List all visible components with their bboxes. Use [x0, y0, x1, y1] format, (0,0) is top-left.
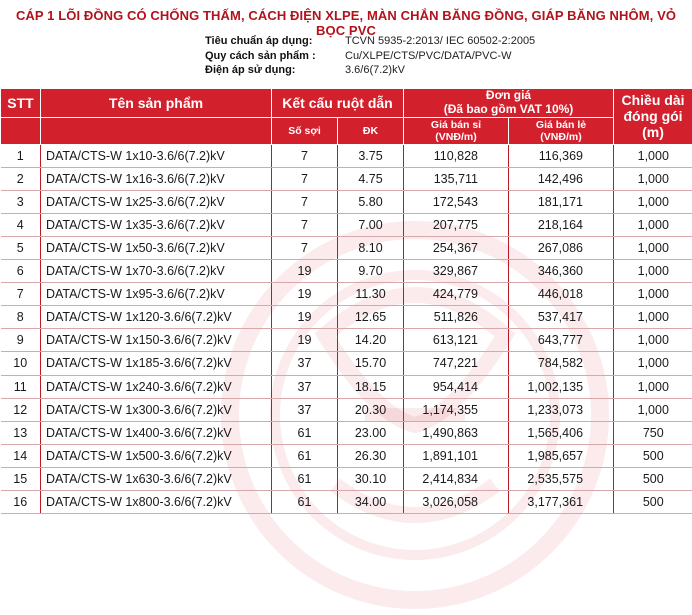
cell-strands: 7 — [272, 144, 338, 167]
spec-value: TCVN 5935-2:2013/ IEC 60502-2:2005 — [345, 34, 535, 49]
table-row — [1, 306, 692, 329]
cell-product-name: DATA/CTS-W 1x120-3.6/6(7.2)kV — [41, 306, 272, 329]
cell-strands: 61 — [272, 491, 338, 514]
cell-strands: 61 — [272, 421, 338, 444]
cell-retail-price: 784,582 — [509, 352, 614, 375]
cell-stt: 14 — [1, 444, 41, 467]
header-stt: STT — [1, 89, 41, 118]
cell-retail-price: 218,164 — [509, 213, 614, 236]
spec-row-voltage — [205, 63, 535, 78]
cell-stt: 12 — [1, 398, 41, 421]
cell-wholesale-price: 511,826 — [404, 306, 509, 329]
cell-wholesale-price: 207,775 — [404, 213, 509, 236]
spec-value: Cu/XLPE/CTS/PVC/DATA/PVC-W — [345, 49, 511, 64]
cell-diameter: 34.00 — [338, 491, 404, 514]
cell-strands: 19 — [272, 329, 338, 352]
cell-retail-price: 537,417 — [509, 306, 614, 329]
cell-product-name: DATA/CTS-W 1x240-3.6/6(7.2)kV — [41, 375, 272, 398]
cell-wholesale-price: 1,490,863 — [404, 421, 509, 444]
cell-retail-price: 267,086 — [509, 236, 614, 259]
cell-package-length: 1,000 — [614, 144, 692, 167]
cell-product-name: DATA/CTS-W 1x25-3.6/6(7.2)kV — [41, 190, 272, 213]
table-row — [1, 491, 692, 514]
spec-label: Tiêu chuẩn áp dụng: — [205, 34, 345, 49]
header-wholesale-line2: (VNĐ/m) — [404, 131, 508, 143]
cell-wholesale-price: 1,891,101 — [404, 444, 509, 467]
cell-product-name: DATA/CTS-W 1x10-3.6/6(7.2)kV — [41, 144, 272, 167]
table-row — [1, 352, 692, 375]
cell-wholesale-price: 747,221 — [404, 352, 509, 375]
header-unit-price-note: (Đã bao gồm VAT 10%) — [404, 103, 613, 117]
cell-diameter: 5.80 — [338, 190, 404, 213]
cell-package-length: 1,000 — [614, 352, 692, 375]
cell-product-name: DATA/CTS-W 1x185-3.6/6(7.2)kV — [41, 352, 272, 375]
header-strands: Số sợi — [272, 117, 338, 144]
cell-product-name: DATA/CTS-W 1x500-3.6/6(7.2)kV — [41, 444, 272, 467]
header-retail-line2: (VNĐ/m) — [509, 131, 613, 143]
cell-wholesale-price: 954,414 — [404, 375, 509, 398]
cell-wholesale-price: 135,711 — [404, 167, 509, 190]
cell-stt: 6 — [1, 260, 41, 283]
cell-package-length: 750 — [614, 421, 692, 444]
cell-strands: 7 — [272, 167, 338, 190]
cell-wholesale-price: 3,026,058 — [404, 491, 509, 514]
table-row — [1, 467, 692, 490]
cell-product-name: DATA/CTS-W 1x150-3.6/6(7.2)kV — [41, 329, 272, 352]
cell-strands: 19 — [272, 306, 338, 329]
header-length-line3: (m) — [614, 124, 692, 140]
cell-diameter: 20.30 — [338, 398, 404, 421]
cell-strands: 61 — [272, 444, 338, 467]
cell-strands: 7 — [272, 213, 338, 236]
cell-diameter: 9.70 — [338, 260, 404, 283]
cell-strands: 19 — [272, 283, 338, 306]
price-table — [0, 88, 692, 514]
cell-package-length: 1,000 — [614, 236, 692, 259]
table-row — [1, 167, 692, 190]
table-row — [1, 236, 692, 259]
cell-strands: 37 — [272, 375, 338, 398]
cell-stt: 13 — [1, 421, 41, 444]
table-row — [1, 398, 692, 421]
cell-strands: 7 — [272, 236, 338, 259]
cell-wholesale-price: 424,779 — [404, 283, 509, 306]
cell-retail-price: 446,018 — [509, 283, 614, 306]
cell-product-name: DATA/CTS-W 1x630-3.6/6(7.2)kV — [41, 467, 272, 490]
table-row — [1, 421, 692, 444]
cell-package-length: 1,000 — [614, 213, 692, 236]
cell-stt: 4 — [1, 213, 41, 236]
cell-diameter: 18.15 — [338, 375, 404, 398]
table-row — [1, 375, 692, 398]
cell-package-length: 1,000 — [614, 398, 692, 421]
cell-stt: 10 — [1, 352, 41, 375]
spec-label: Điện áp sử dụng: — [205, 63, 345, 78]
cell-product-name: DATA/CTS-W 1x16-3.6/6(7.2)kV — [41, 167, 272, 190]
cell-retail-price: 643,777 — [509, 329, 614, 352]
cell-diameter: 14.20 — [338, 329, 404, 352]
header-length-line2: đóng gói — [614, 108, 692, 124]
cell-package-length: 1,000 — [614, 329, 692, 352]
cell-diameter: 4.75 — [338, 167, 404, 190]
cell-stt: 8 — [1, 306, 41, 329]
cell-diameter: 8.10 — [338, 236, 404, 259]
header-spacer-name — [41, 117, 272, 144]
cell-product-name: DATA/CTS-W 1x400-3.6/6(7.2)kV — [41, 421, 272, 444]
cell-stt: 9 — [1, 329, 41, 352]
spec-row-standard — [205, 34, 535, 49]
cell-diameter: 15.70 — [338, 352, 404, 375]
header-conductor-structure: Kết cấu ruột dẫn — [272, 89, 404, 118]
header-diameter: ĐK — [338, 117, 404, 144]
cell-product-name: DATA/CTS-W 1x300-3.6/6(7.2)kV — [41, 398, 272, 421]
cell-stt: 16 — [1, 491, 41, 514]
cell-retail-price: 181,171 — [509, 190, 614, 213]
spec-block — [205, 34, 535, 78]
cell-retail-price: 346,360 — [509, 260, 614, 283]
table-row — [1, 144, 692, 167]
cell-retail-price: 3,177,361 — [509, 491, 614, 514]
header-package-length — [614, 89, 692, 145]
cell-product-name: DATA/CTS-W 1x70-3.6/6(7.2)kV — [41, 260, 272, 283]
cell-stt: 11 — [1, 375, 41, 398]
cell-retail-price: 1,985,657 — [509, 444, 614, 467]
cell-wholesale-price: 613,121 — [404, 329, 509, 352]
cell-stt: 15 — [1, 467, 41, 490]
cell-strands: 37 — [272, 352, 338, 375]
cell-package-length: 500 — [614, 444, 692, 467]
cell-diameter: 11.30 — [338, 283, 404, 306]
cell-stt: 5 — [1, 236, 41, 259]
cell-wholesale-price: 110,828 — [404, 144, 509, 167]
spec-row-product-spec — [205, 49, 535, 64]
cell-package-length: 1,000 — [614, 375, 692, 398]
cell-package-length: 1,000 — [614, 306, 692, 329]
cell-retail-price: 1,233,073 — [509, 398, 614, 421]
cell-retail-price: 142,496 — [509, 167, 614, 190]
cell-retail-price: 1,565,406 — [509, 421, 614, 444]
cell-stt: 2 — [1, 167, 41, 190]
cell-product-name: DATA/CTS-W 1x50-3.6/6(7.2)kV — [41, 236, 272, 259]
table-row — [1, 190, 692, 213]
cell-package-length: 1,000 — [614, 190, 692, 213]
cell-product-name: DATA/CTS-W 1x35-3.6/6(7.2)kV — [41, 213, 272, 236]
table-row — [1, 260, 692, 283]
cell-wholesale-price: 254,367 — [404, 236, 509, 259]
cell-stt: 7 — [1, 283, 41, 306]
cell-product-name: DATA/CTS-W 1x95-3.6/6(7.2)kV — [41, 283, 272, 306]
table-row — [1, 283, 692, 306]
cell-retail-price: 116,369 — [509, 144, 614, 167]
cell-diameter: 12.65 — [338, 306, 404, 329]
cell-diameter: 23.00 — [338, 421, 404, 444]
cell-diameter: 30.10 — [338, 467, 404, 490]
cell-strands: 19 — [272, 260, 338, 283]
table-row — [1, 444, 692, 467]
price-table-body — [1, 144, 692, 514]
cell-package-length: 1,000 — [614, 167, 692, 190]
header-spacer-stt — [1, 117, 41, 144]
header-unit-price-title: Đơn giá — [404, 89, 613, 103]
spec-value: 3.6/6(7.2)kV — [345, 63, 405, 78]
header-unit-price — [404, 89, 614, 118]
header-product-name: Tên sản phẩm — [41, 89, 272, 118]
cell-retail-price: 1,002,135 — [509, 375, 614, 398]
cell-wholesale-price: 172,543 — [404, 190, 509, 213]
page-title: CÁP 1 LÕI ĐỒNG CÓ CHỐNG THẤM, CÁCH ĐIỆN XLPE, MÀN CHẮN BĂNG ĐỒNG, GIÁP BĂNG NHÔM, VỎ BỌC PVC — [0, 8, 692, 38]
header-length-line1: Chiều dài — [614, 92, 692, 108]
cell-package-length: 1,000 — [614, 283, 692, 306]
cell-product-name: DATA/CTS-W 1x800-3.6/6(7.2)kV — [41, 491, 272, 514]
cell-diameter: 7.00 — [338, 213, 404, 236]
header-retail-price — [509, 117, 614, 144]
cell-wholesale-price: 1,174,355 — [404, 398, 509, 421]
header-wholesale-line1: Giá bán sỉ — [404, 119, 508, 131]
cell-stt: 1 — [1, 144, 41, 167]
table-row — [1, 329, 692, 352]
cell-retail-price: 2,535,575 — [509, 467, 614, 490]
cell-package-length: 1,000 — [614, 260, 692, 283]
cell-package-length: 500 — [614, 467, 692, 490]
cell-package-length: 500 — [614, 491, 692, 514]
cell-strands: 61 — [272, 467, 338, 490]
header-retail-line1: Giá bán lẻ — [509, 119, 613, 131]
cell-diameter: 3.75 — [338, 144, 404, 167]
cell-wholesale-price: 2,414,834 — [404, 467, 509, 490]
cell-strands: 37 — [272, 398, 338, 421]
table-row — [1, 213, 692, 236]
spec-label: Quy cách sản phẩm : — [205, 49, 345, 64]
cell-strands: 7 — [272, 190, 338, 213]
cell-diameter: 26.30 — [338, 444, 404, 467]
cell-stt: 3 — [1, 190, 41, 213]
cell-wholesale-price: 329,867 — [404, 260, 509, 283]
header-wholesale-price — [404, 117, 509, 144]
